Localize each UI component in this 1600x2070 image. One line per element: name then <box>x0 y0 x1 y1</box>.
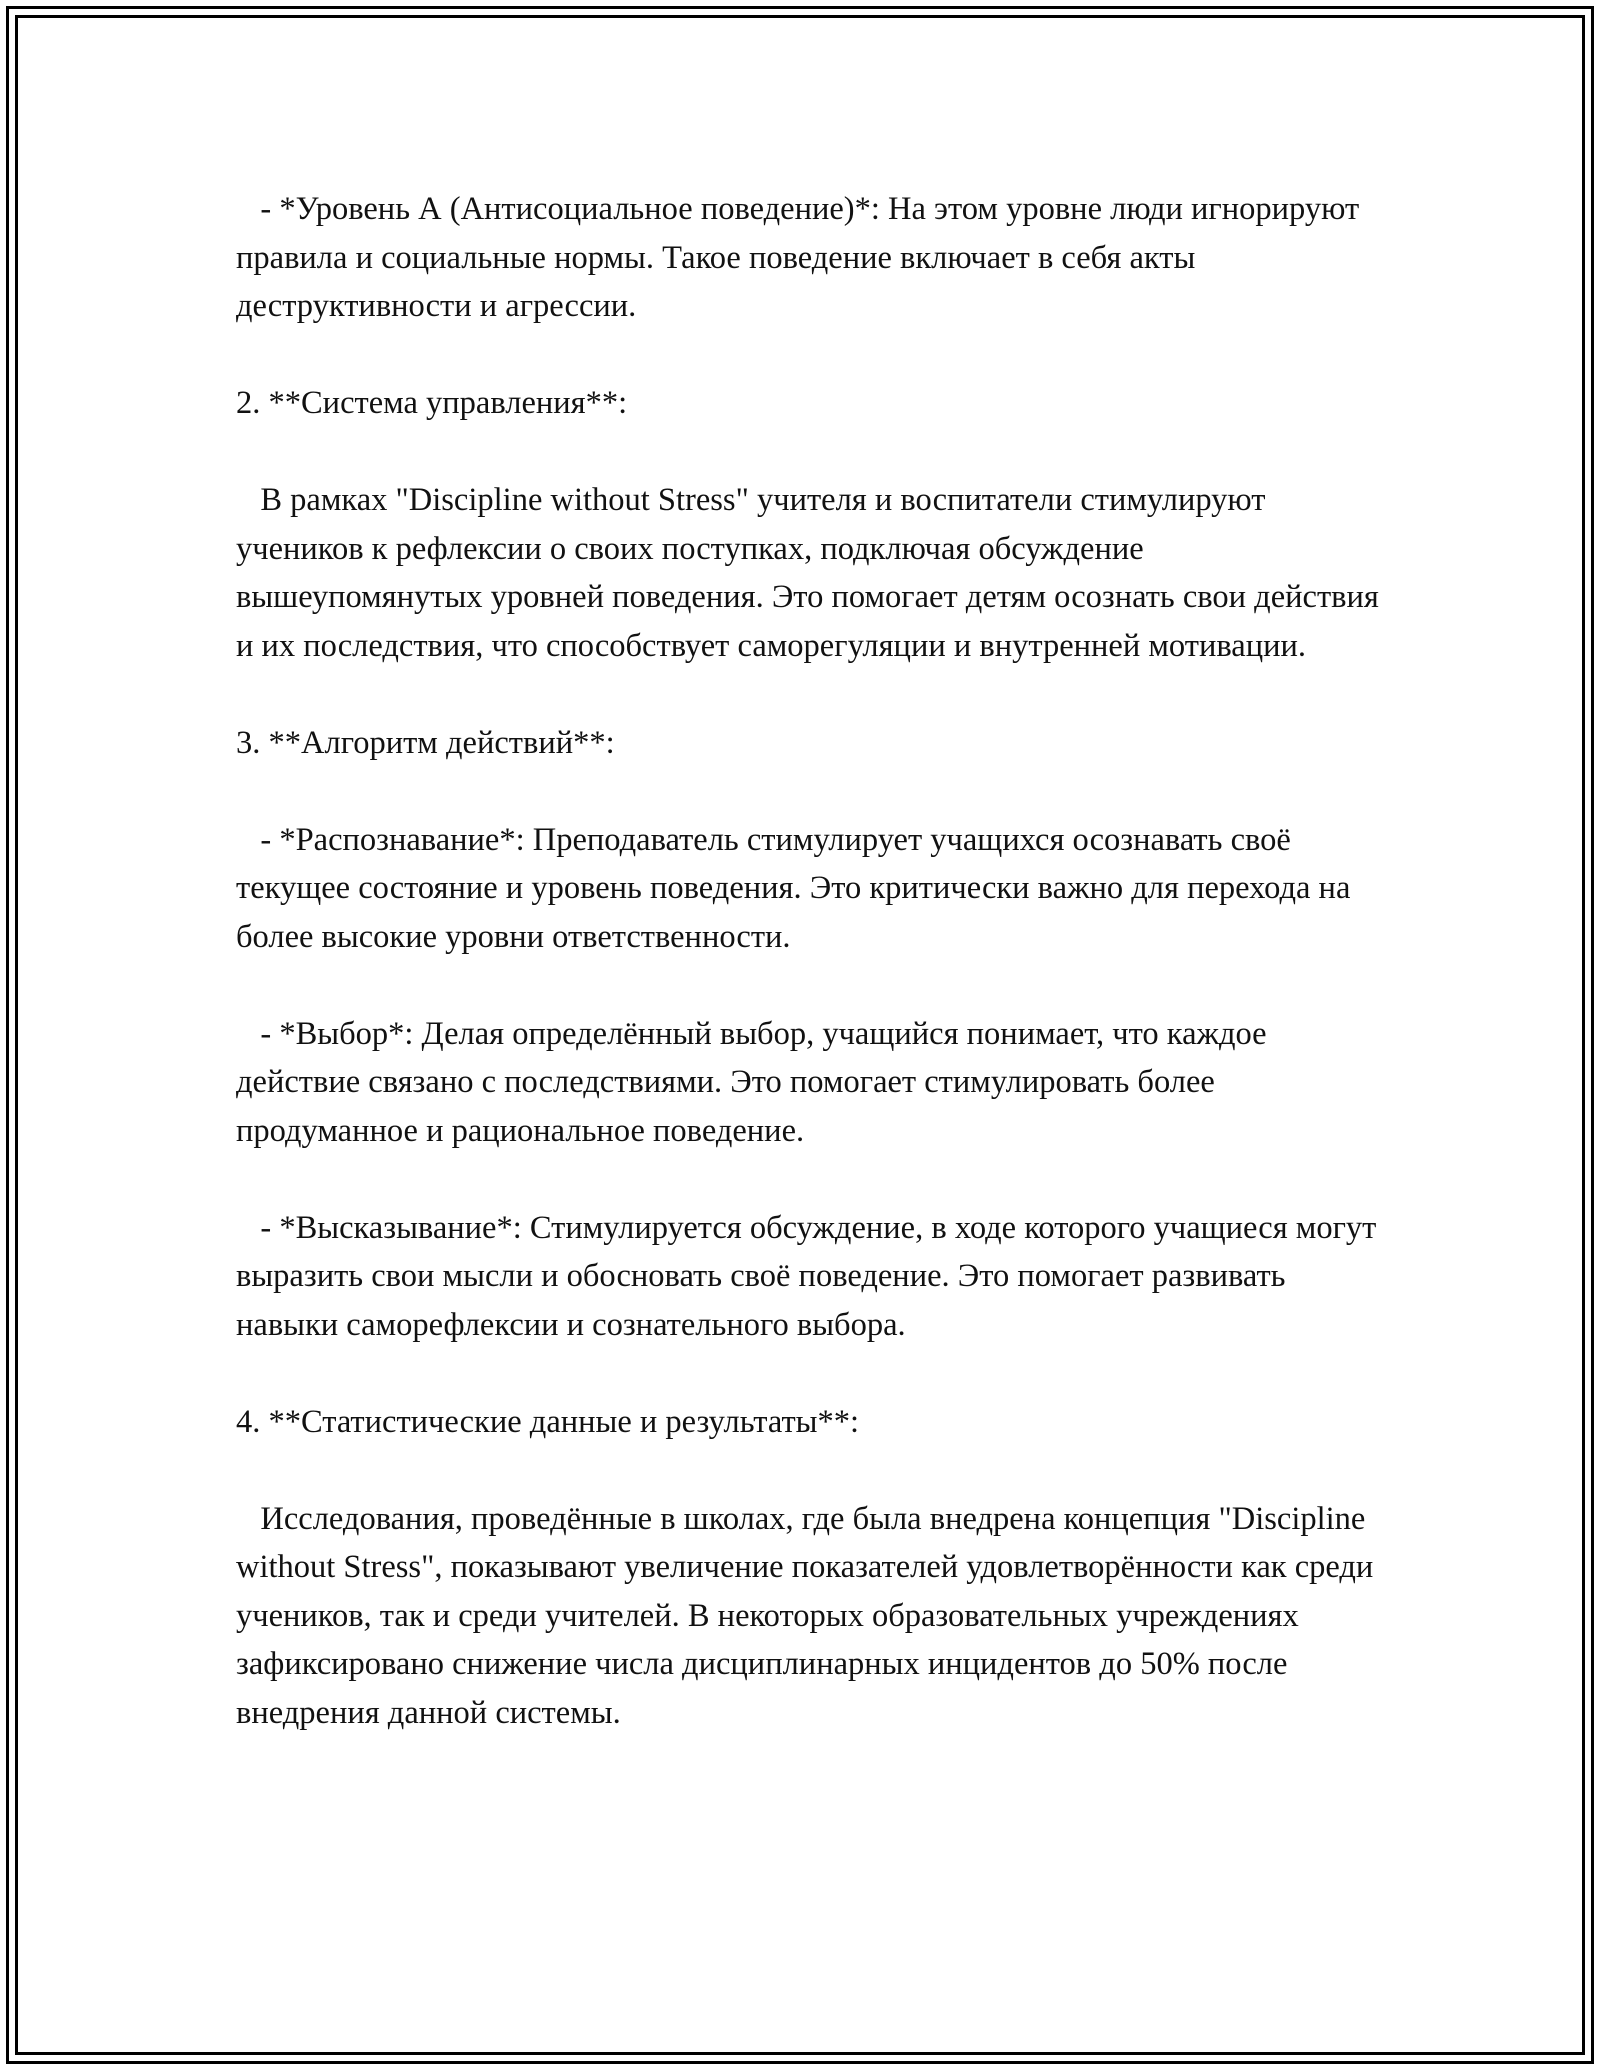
section-heading-algorithm: 3. **Алгоритм действий**: <box>236 724 615 761</box>
section-heading-statistics: 4. **Статистические данные и результаты**: <box>236 1403 860 1440</box>
choice-paragraph: - *Выбор*: Делая определённый выбор, учащийся понимает, что каждое действие связано с последствиями. Это помогает стимулировать более продуманное и рациональное поведение. <box>236 1015 1275 1149</box>
section-heading-control-system: 2. **Система управления**: <box>236 385 628 421</box>
level-a-paragraph: - *Уровень А (Антисоциальное поведение)*: На этом уровне люди игнорируют правила и социальные нормы. Такое поведение включает в себя акты деструктивности и агрессии. <box>236 191 1368 324</box>
recognition-paragraph: - *Распознавание*: Преподаватель стимулирует учащихся осознавать своё текущее состояние и уровень поведения. Это критически важно для перехода на более высокие уровни ответственности. <box>236 821 1359 955</box>
document-body <box>236 185 1386 1737</box>
control-system-paragraph: В рамках "Discipline without Stress" учителя и воспитатели стимулируют учеников к рефлексии о своих поступках, подключая обсуждение вышеупомянутых уровней поведения. Это помогает детям осознать свои действия и их последствия, что способствует саморегуляции и внутренней мотивации. <box>236 482 1387 664</box>
expression-paragraph: - *Высказывание*: Стимулируется обсуждение, в ходе которого учащиеся могут выразить свои мысли и обосновать своё поведение. Это помогает развивать навыки саморефлексии и сознательного выбора. <box>236 1209 1385 1343</box>
statistics-paragraph: Исследования, проведённые в школах, где была внедрена концепция "Discipline without Stress", показывают увеличение показателей удовлетворённости как среди учеников, так и среди учителей. В некоторых образовательных учреждениях зафиксировано снижение числа дисциплинарных инцидентов до 50% после внедрения данной системы. <box>236 1500 1382 1731</box>
